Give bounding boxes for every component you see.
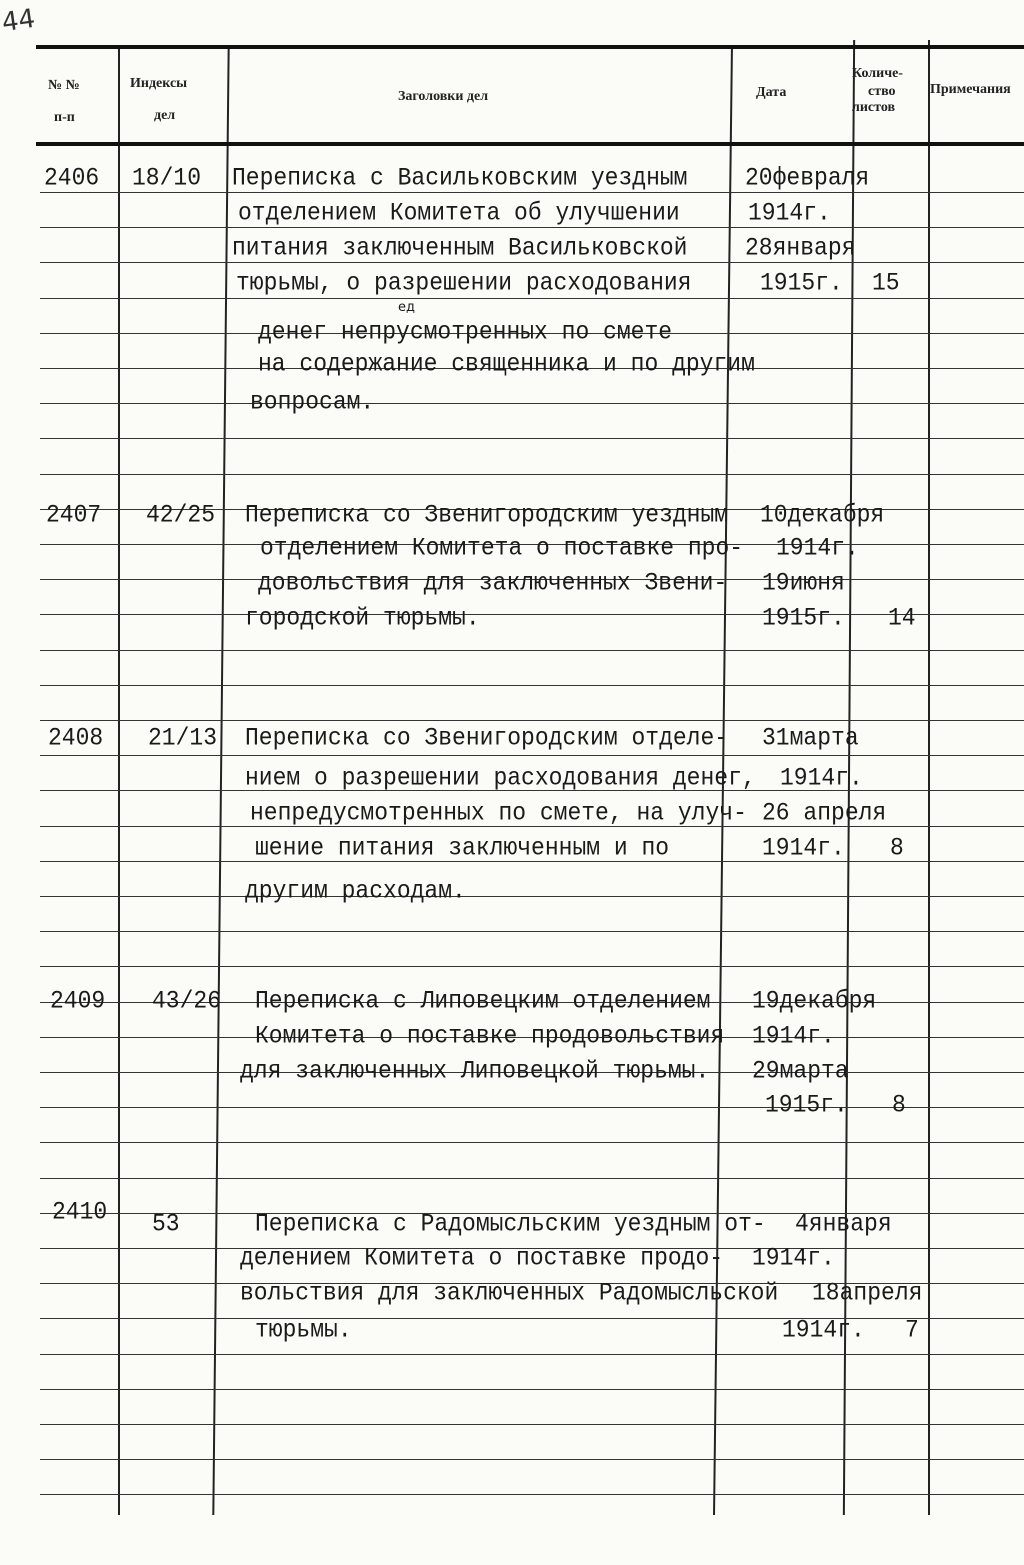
- title-line: городской тюрьмы.: [245, 604, 480, 633]
- ruled-line: [40, 1178, 1024, 1179]
- column-divider: [212, 45, 229, 1515]
- date-line: 10декабря: [760, 501, 885, 530]
- title-line: денег непрусмотренных по смете: [258, 318, 673, 347]
- date-line: 18апреля: [812, 1279, 923, 1308]
- header-bottom-border: [36, 142, 1024, 146]
- ruled-line: [40, 755, 1024, 756]
- sheet-count: 8: [890, 834, 904, 863]
- ruled-line: [40, 896, 1024, 897]
- ruled-line: [40, 1459, 1024, 1460]
- header-num-sub: п-п: [54, 110, 75, 125]
- title-line: отделением Комитета о поставке про-: [260, 534, 744, 563]
- ruled-line: [40, 614, 1024, 615]
- date-line: 29марта: [752, 1057, 849, 1086]
- title-line: на содержание священника и по другим: [258, 350, 755, 379]
- ruled-line: [40, 650, 1024, 651]
- ruled-line: [40, 1142, 1024, 1143]
- date-line: 4января: [795, 1210, 892, 1239]
- date-line: 31марта: [762, 724, 859, 753]
- title-line: шение питания заключенным и по: [255, 834, 670, 863]
- title-line: другим расходам.: [245, 877, 466, 906]
- title-line: довольствия для заключенных Звени-: [258, 569, 728, 598]
- entry-number: 2407: [46, 501, 102, 530]
- header-index-sub: дел: [154, 108, 176, 123]
- ruled-line: [40, 1424, 1024, 1425]
- title-line: тюрьмы.: [255, 1316, 352, 1345]
- ruled-line: [40, 1494, 1024, 1495]
- entry-index: 43/26: [152, 987, 222, 1016]
- title-line: Переписка с Радомысльским уездным от-: [255, 1210, 766, 1239]
- ruled-line: [40, 1107, 1024, 1108]
- ruled-line: [40, 298, 1024, 299]
- ruled-line: [40, 685, 1024, 686]
- date-line: 1914г.: [762, 834, 845, 863]
- date-line: 28января: [745, 234, 856, 263]
- ruled-line: [40, 403, 1024, 404]
- sheet-count: 8: [892, 1091, 906, 1120]
- date-line: 1915г.: [760, 269, 843, 298]
- title-line: непредусмотренных по смете, на улуч-: [250, 799, 747, 828]
- ruled-line: [40, 1318, 1024, 1319]
- date-line: 1914г.: [748, 199, 831, 228]
- entry-index: 21/13: [148, 724, 218, 753]
- title-line: вопросам.: [250, 388, 375, 417]
- date-line: 1914г.: [780, 764, 863, 793]
- header-title: Заголовки дел: [398, 89, 489, 104]
- entry-index: 42/25: [146, 501, 216, 530]
- entry-number: 2409: [50, 987, 106, 1016]
- title-line: делением Комитета о поставке продо-: [240, 1244, 724, 1273]
- sheet-count: 15: [872, 269, 900, 298]
- date-line: 1914г.: [752, 1022, 835, 1051]
- ruled-line: [40, 1354, 1024, 1355]
- sheet-count: 14: [888, 604, 916, 633]
- handwritten-correction: ед: [398, 300, 415, 315]
- header-qty-2: ство: [868, 84, 896, 99]
- title-line: вольствия для заключенных Радомысльской: [240, 1279, 779, 1308]
- title-line: Переписка со Звенигородским отделе-: [245, 724, 729, 753]
- date-line: 26 апреля: [762, 799, 887, 828]
- ruled-line: [40, 192, 1024, 193]
- title-line: Переписка с Липовецким отделением: [255, 987, 711, 1016]
- title-line: питания заключенным Васильковской: [232, 234, 688, 263]
- header-qty-3: листов: [852, 100, 896, 115]
- title-line: тюрьмы, о разрешении расходования: [236, 269, 692, 298]
- entry-number: 2408: [48, 724, 104, 753]
- header-num: № №: [48, 78, 80, 93]
- title-line: Переписка со Звенигородским уездным: [245, 501, 729, 530]
- header-top-border: [36, 45, 1024, 49]
- title-line: Переписка с Васильковским уездным: [232, 164, 688, 193]
- ruled-line: [40, 931, 1024, 932]
- ruled-line: [40, 227, 1024, 228]
- header-index: Индексы: [130, 76, 188, 91]
- date-line: 1914г.: [782, 1316, 865, 1345]
- header-date: Дата: [756, 85, 787, 100]
- ruled-line: [40, 720, 1024, 721]
- date-line: 1914г.: [752, 1244, 835, 1273]
- entry-number: 2406: [44, 164, 100, 193]
- title-line: нием о разрешении расходования денег,: [245, 764, 756, 793]
- entry-index: 18/10: [132, 164, 202, 193]
- entry-index: 53: [152, 1210, 180, 1239]
- title-line: для заключенных Липовецкой тюрьмы.: [240, 1057, 710, 1086]
- sheet-count: 7: [905, 1316, 919, 1345]
- date-line: 1915г.: [765, 1091, 848, 1120]
- title-line: Комитета о поставке продовольствия: [255, 1022, 725, 1051]
- title-line: отделением Комитета об улучшении: [238, 199, 680, 228]
- ruled-line: [40, 262, 1024, 263]
- date-line: 19декабря: [752, 987, 877, 1016]
- entry-number: 2410: [52, 1198, 108, 1227]
- ruled-line: [40, 1389, 1024, 1390]
- column-divider: [118, 45, 120, 1515]
- date-line: 1915г.: [762, 604, 845, 633]
- ruled-line: [40, 474, 1024, 475]
- date-line: 20февраля: [745, 164, 870, 193]
- date-line: 1914г.: [776, 534, 859, 563]
- ruled-line: [40, 966, 1024, 967]
- header-qty: Количе-: [852, 66, 903, 81]
- header-notes: Примечания: [930, 82, 1011, 97]
- page-number: 44: [0, 3, 38, 39]
- ruled-line: [40, 438, 1024, 439]
- date-line: 19июня: [762, 569, 845, 598]
